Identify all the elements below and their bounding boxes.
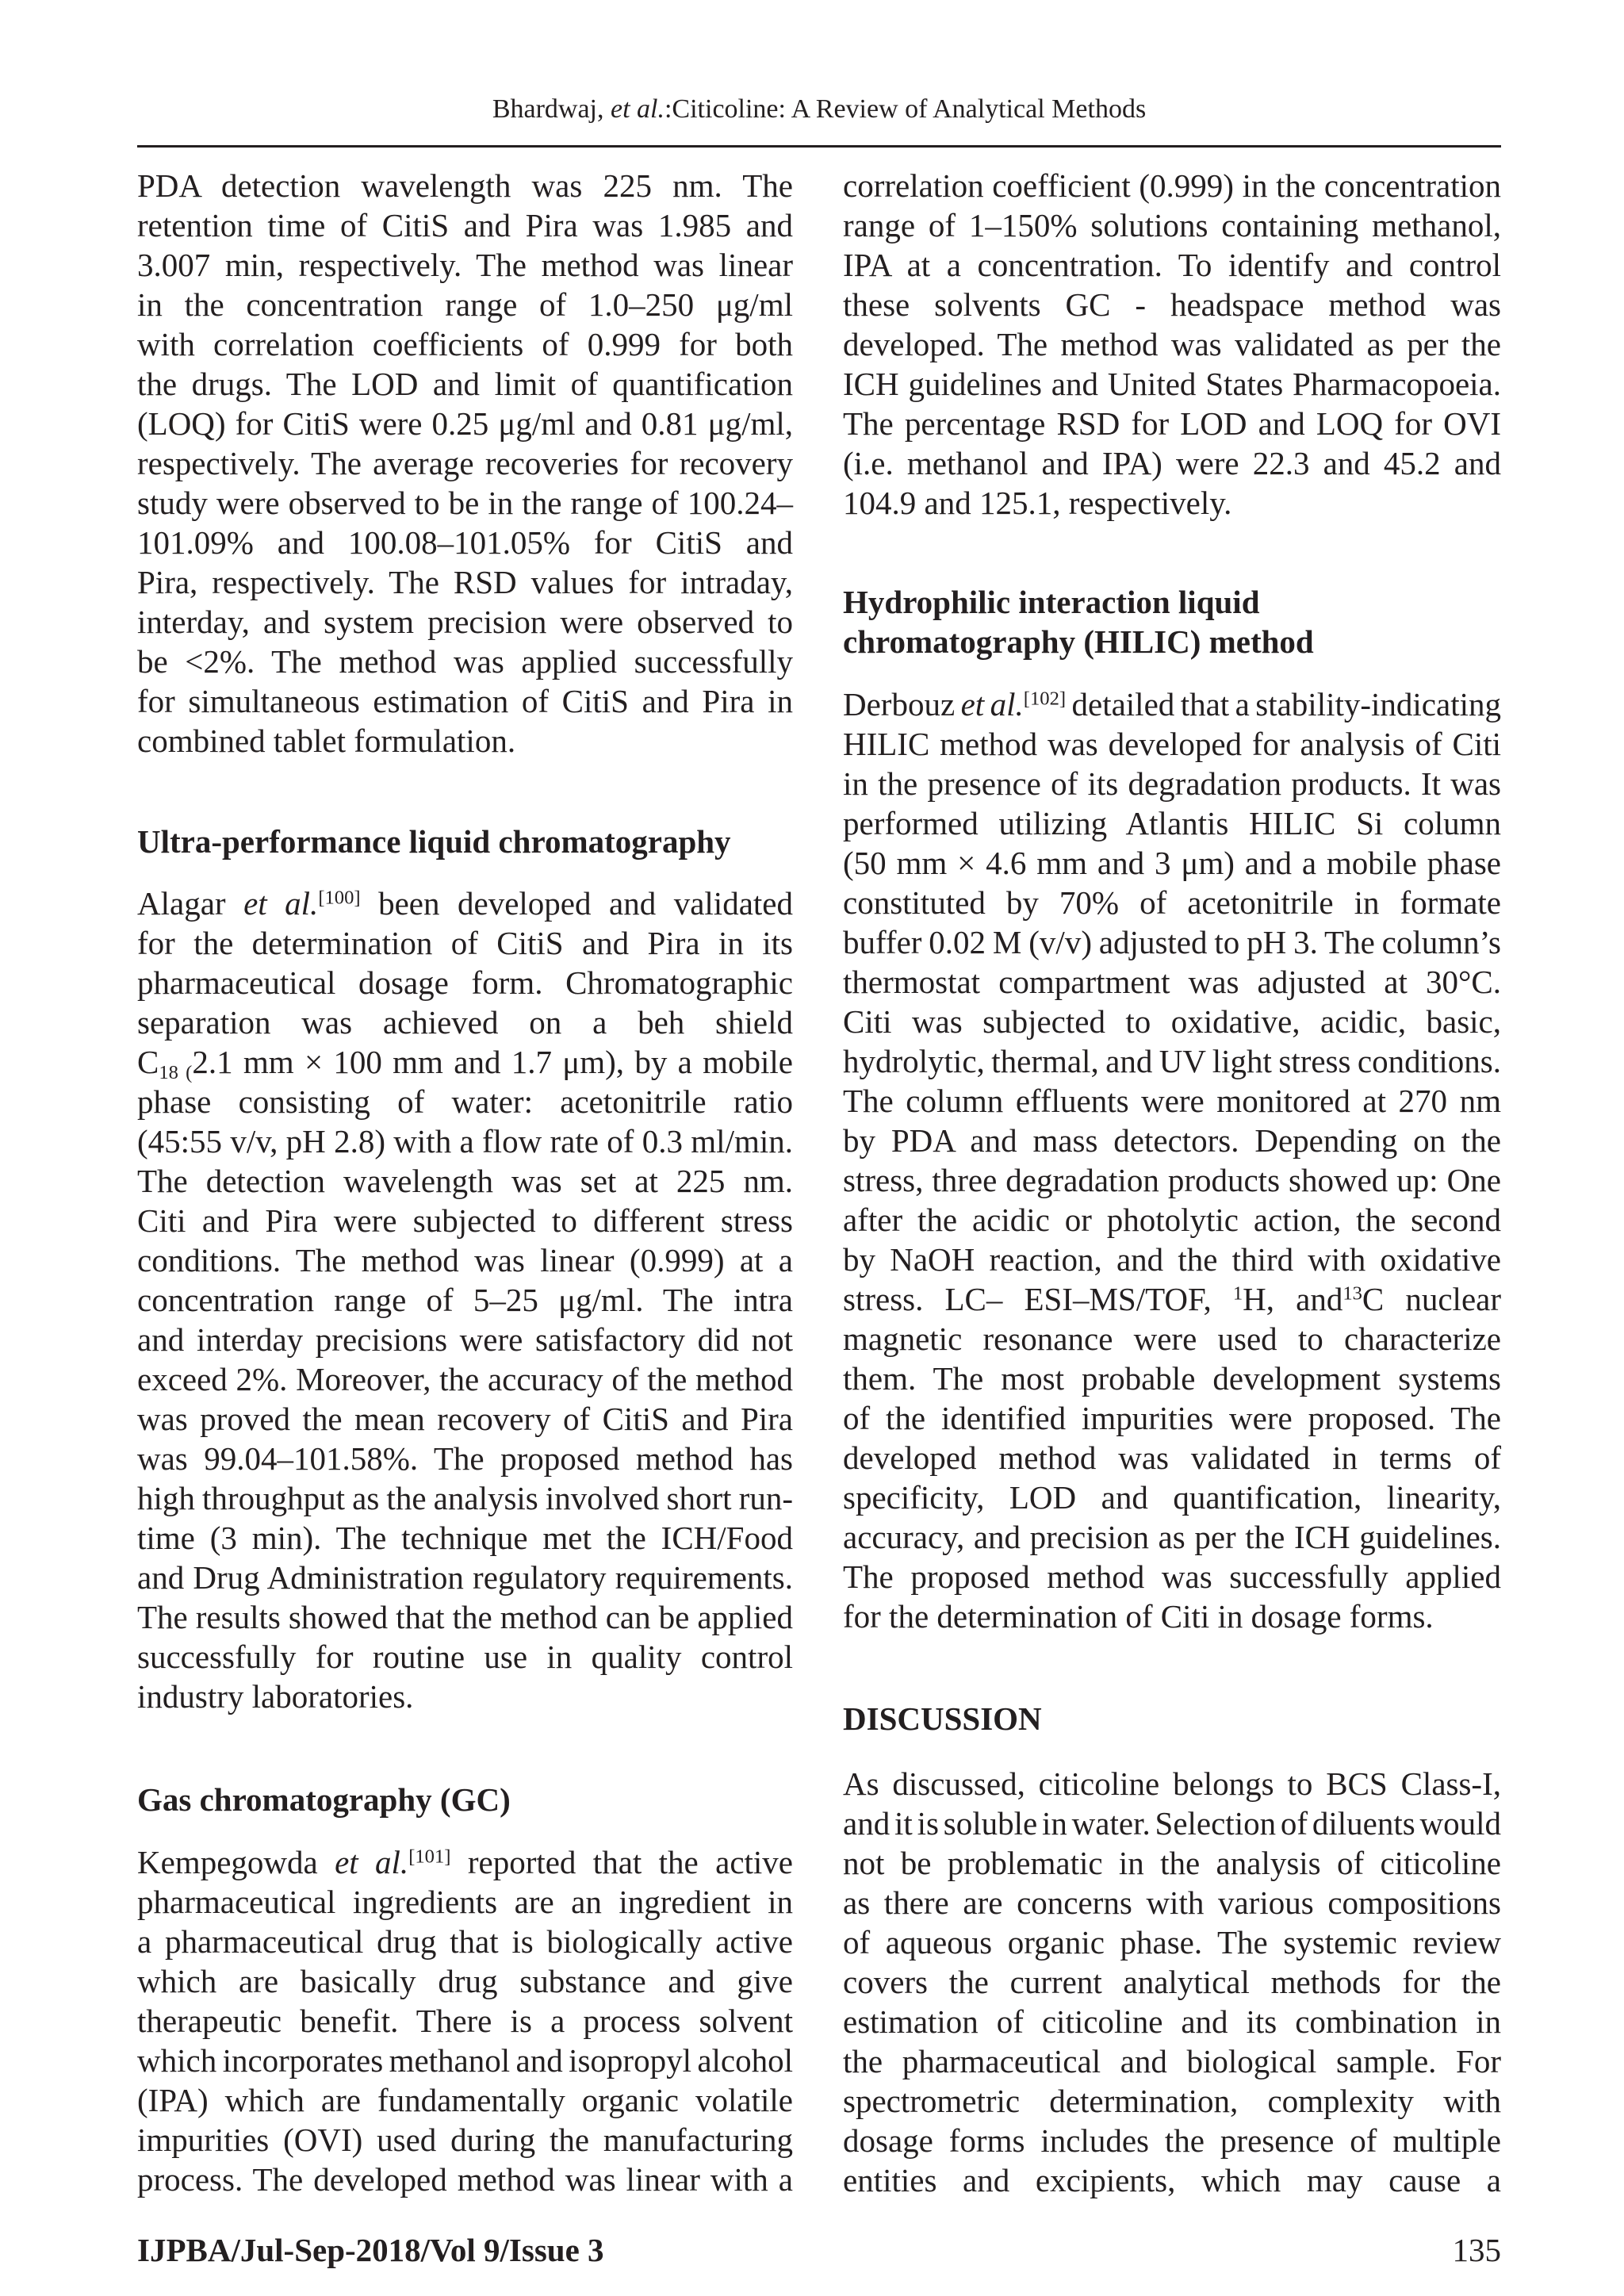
superscript: [102] — [1023, 688, 1067, 710]
text-line — [843, 843, 1501, 883]
running-header — [137, 94, 1501, 125]
text-line-content: performed utilizing Atlantis HILIC Si column — [843, 805, 1501, 841]
paragraph-gc-continued — [843, 166, 1501, 523]
footer-journal-issue: IJPBA/Jul-Sep-2018/Vol 9/Issue 3 — [137, 2232, 604, 2268]
text-line — [137, 923, 793, 963]
text-line — [137, 562, 793, 602]
text-line — [843, 1843, 1501, 1883]
text-segment: stress. LC– ESI–MS/TOF, — [843, 1281, 1233, 1317]
text-line — [137, 642, 793, 681]
text-line — [843, 1764, 1501, 1803]
text-line — [843, 1081, 1501, 1121]
text-line — [843, 922, 1501, 962]
text-line-content: in the presence of its degradation products. It was — [843, 765, 1501, 802]
text-line-content: buffer 0.02 M (v/v) adjusted to pH 3. The column’s — [843, 924, 1501, 960]
text-line — [843, 324, 1501, 364]
text-line-content: pharmaceutical dosage form. Chromatographic — [137, 964, 793, 1001]
text-line — [843, 1002, 1501, 1041]
text-line-content: (LOQ) for CitiS were 0.25 μg/ml and 0.81 μg/ml, — [137, 405, 793, 442]
text-line-content: be <2%. The method was applied successfully — [137, 643, 793, 680]
text-line-content: (i.e. methanol and IPA) were 22.3 and 45.2 and — [843, 445, 1501, 481]
text-segment: detailed that a stability-indicating — [1066, 686, 1501, 723]
text-line — [843, 483, 1501, 523]
text-line-content: covers the current analytical methods for the — [843, 1964, 1501, 2000]
text-segment: Derbouz — [843, 686, 961, 723]
text-line-content: The percentage RSD for LOD and LOQ for OVI — [843, 405, 1501, 442]
text-line-content — [843, 1281, 1501, 1317]
text-line — [137, 1201, 793, 1240]
text-line — [137, 523, 793, 562]
paragraph-hplc-end — [137, 166, 793, 761]
text-line-content: Citi and Pira were subjected to different stress — [137, 1202, 793, 1239]
text-line — [137, 884, 793, 923]
text-line-content: constituted by 70% of acetonitrile in formate — [843, 884, 1501, 921]
text-line — [137, 245, 793, 285]
text-line — [843, 2121, 1501, 2160]
section-heading-gc: Gas chromatography (GC) — [137, 1781, 511, 1818]
text-line-content: spectrometric determination, complexity with — [843, 2083, 1501, 2119]
text-line — [843, 684, 1501, 724]
header-et-al: et al. — [611, 94, 665, 124]
text-line-content: industry laboratories. — [137, 1678, 414, 1715]
text-line-content — [137, 1844, 793, 1880]
text-line — [843, 803, 1501, 843]
text-line — [137, 2001, 793, 2041]
text-line — [137, 1961, 793, 2001]
text-line — [843, 1121, 1501, 1160]
text-line-content: for simultaneous estimation of CitiS and Pira in — [137, 683, 793, 719]
italic-text: et al. — [960, 686, 1024, 723]
text-line — [843, 1041, 1501, 1081]
text-segment: 2.1 mm × 100 mm and 1.7 μm), by a mobile — [192, 1044, 793, 1080]
text-line-content: ICH guidelines and United States Pharmacopoeia. — [843, 366, 1501, 402]
text-line — [137, 1637, 793, 1677]
text-line — [137, 1161, 793, 1201]
text-line-content: correlation coefficient (0.999) in the concentration — [843, 167, 1501, 204]
text-line-content: hydrolytic, thermal, and UV light stress conditions. — [843, 1043, 1501, 1079]
text-line — [137, 602, 793, 642]
text-line — [843, 1883, 1501, 1922]
text-line — [137, 1842, 793, 1882]
text-line-content: by NaOH reaction, and the third with oxidative — [843, 1241, 1501, 1278]
text-line — [843, 1478, 1501, 1517]
text-line-content: thermostat compartment was adjusted at 30°C. — [843, 964, 1501, 1000]
text-line — [843, 764, 1501, 803]
superscript: 1 — [1232, 1282, 1243, 1305]
text-line — [137, 721, 793, 761]
text-line — [137, 1121, 793, 1161]
text-line-content: study were observed to be in the range of 100.24– — [137, 485, 793, 521]
text-line — [137, 2160, 793, 2199]
text-line-content: for the determination of Citi in dosage forms. — [843, 1598, 1434, 1635]
text-line — [137, 1042, 793, 1082]
text-line-content: by PDA and mass detectors. Depending on the — [843, 1122, 1501, 1159]
text-line-content: respectively. The average recoveries for recovery — [137, 445, 793, 481]
superscript: [100] — [318, 887, 361, 909]
text-line — [137, 1002, 793, 1042]
text-line — [137, 1558, 793, 1597]
text-line — [137, 963, 793, 1002]
text-line — [843, 1557, 1501, 1596]
text-line — [137, 1439, 793, 1478]
text-line — [137, 2120, 793, 2160]
text-line-content: successfully for routine use in quality control — [137, 1639, 793, 1675]
text-line-content: Citi was subjected to oxidative, acidic, basic, — [843, 1003, 1501, 1040]
text-line-content: (IPA) which are fundamentally organic volatile — [137, 2082, 793, 2118]
text-segment: Alagar — [137, 885, 244, 922]
text-line-content — [137, 885, 793, 922]
text-line-content: The column effluents were monitored at 270 nm — [843, 1083, 1501, 1119]
text-line-content: 104.9 and 125.1, respectively. — [843, 485, 1232, 521]
text-line — [843, 2041, 1501, 2081]
superscript: 13 — [1342, 1282, 1362, 1305]
header-author: Bhardwaj, — [492, 94, 611, 124]
text-line — [843, 1279, 1501, 1319]
text-line-content: conditions. The method was linear (0.999) at a — [137, 1242, 793, 1278]
text-line-content: HILIC method was developed for analysis of Citi — [843, 726, 1501, 762]
text-line-content: exceed 2%. Moreover, the accuracy of the method — [137, 1361, 793, 1397]
text-line-content: PDA detection wavelength was 225 nm. The — [137, 167, 793, 204]
text-line — [137, 404, 793, 443]
text-line — [843, 404, 1501, 443]
text-line-content: as there are concerns with various compositions — [843, 1884, 1501, 1921]
text-line — [843, 1596, 1501, 1636]
text-line — [137, 1922, 793, 1961]
text-line — [843, 2002, 1501, 2041]
text-line-content: time (3 min). The technique met the ICH/Food — [137, 1520, 793, 1556]
text-line — [843, 1438, 1501, 1478]
text-line-content: impurities (OVI) used during the manufacturing — [137, 2122, 793, 2158]
text-line — [137, 1320, 793, 1359]
text-line-content: 3.007 min, respectively. The method was linear — [137, 247, 793, 283]
header-rule — [137, 145, 1501, 148]
text-line — [843, 1517, 1501, 1557]
text-line — [137, 1478, 793, 1518]
text-line-content: and Drug Administration regulatory requirements. — [137, 1559, 793, 1596]
text-line — [843, 443, 1501, 483]
text-line-content: range of 1–150% solutions containing methanol, — [843, 207, 1501, 243]
text-line-content: stress, three degradation products showed up: One — [843, 1162, 1501, 1198]
text-line-content: combined tablet formulation. — [137, 723, 516, 759]
text-line-content: The proposed method was successfully applied — [843, 1558, 1501, 1595]
section-heading-uplc: Ultra-performance liquid chromatography — [137, 823, 731, 860]
subscript: 18 ( — [159, 1061, 193, 1083]
text-line-content: accuracy, and precision as per the ICH guidelines. — [843, 1519, 1501, 1555]
superscript: [101] — [408, 1846, 451, 1868]
text-line-content: (50 mm × 4.6 mm and 3 μm) and a mobile phase — [843, 845, 1501, 881]
text-line — [843, 166, 1501, 205]
text-line — [843, 285, 1501, 324]
text-line — [843, 1200, 1501, 1240]
text-line — [843, 2160, 1501, 2200]
text-line — [137, 1597, 793, 1637]
text-line — [843, 1160, 1501, 1200]
section-heading-discussion: DISCUSSION — [843, 1700, 1042, 1737]
text-line — [137, 364, 793, 404]
text-line — [137, 1882, 793, 1922]
text-line-content: developed method was validated in terms of — [843, 1439, 1501, 1476]
text-line-content: Pira, respectively. The RSD values for intraday, — [137, 564, 793, 600]
text-line-content: these solvents GC - headspace method was — [843, 286, 1501, 323]
text-line — [137, 1280, 793, 1320]
text-line-content: a pharmaceutical drug that is biologically active — [137, 1923, 793, 1960]
text-line — [843, 962, 1501, 1002]
text-line-content: 101.09% and 100.08–101.05% for CitiS and — [137, 524, 793, 561]
paragraph-hilic — [843, 684, 1501, 1636]
header-title: :Citicoline: A Review of Analytical Methods — [664, 94, 1147, 124]
text-line — [843, 1319, 1501, 1359]
text-line — [843, 1240, 1501, 1279]
text-line — [843, 364, 1501, 404]
italic-text: et al. — [335, 1844, 409, 1880]
text-line — [137, 2080, 793, 2120]
text-line — [843, 1398, 1501, 1438]
text-line-content: in the concentration range of 1.0–250 μg/ml — [137, 286, 793, 323]
text-line-content: magnetic resonance were used to characterize — [843, 1320, 1501, 1357]
text-line — [137, 1399, 793, 1439]
text-line — [137, 1359, 793, 1399]
paragraph-discussion — [843, 1764, 1501, 2200]
text-line-content: dosage forms includes the presence of multiple — [843, 2122, 1501, 2159]
text-line-content: and it is soluble in water. Selection of diluents would — [843, 1805, 1501, 1842]
text-line — [137, 483, 793, 523]
text-line — [843, 2081, 1501, 2121]
text-line — [137, 443, 793, 483]
text-line-content — [137, 1044, 793, 1083]
text-line-content: after the acidic or photolytic action, the second — [843, 1202, 1501, 1238]
text-line — [843, 1962, 1501, 2002]
text-line — [137, 1677, 793, 1716]
section-heading-hilic-line-1: Hydrophilic interaction liquid — [843, 584, 1260, 620]
text-line-content: separation was achieved on a beh shield — [137, 1004, 793, 1041]
text-line-content: and interday precisions were satisfactory did not — [137, 1321, 793, 1358]
text-line-content: concentration range of 5–25 μg/ml. The intra — [137, 1282, 793, 1318]
text-line — [843, 1922, 1501, 1962]
text-line-content: of the identified impurities were proposed. The — [843, 1400, 1501, 1436]
text-line-content: (45:55 v/v, pH 2.8) with a flow rate of 0.3 ml/min. — [137, 1123, 793, 1159]
text-line-content: therapeutic benefit. There is a process solvent — [137, 2003, 793, 2039]
italic-text: et al. — [243, 885, 319, 922]
text-line — [137, 1518, 793, 1558]
text-segment: C nuclear — [1362, 1281, 1501, 1317]
text-line-content: retention time of CitiS and Pira was 1.985 and — [137, 207, 793, 243]
text-line-content: high throughput as the analysis involved short run- — [137, 1480, 793, 1516]
text-line-content: estimation of citicoline and its combination in — [843, 2003, 1501, 2040]
text-line-content: phase consisting of water: acetonitrile ratio — [137, 1083, 793, 1120]
text-line — [843, 1359, 1501, 1398]
section-heading-hilic-line-2: chromatography (HILIC) method — [843, 623, 1314, 660]
text-segment: been developed and validated — [360, 885, 793, 922]
text-line-content: which are basically drug substance and give — [137, 1963, 793, 1999]
text-line-content: interday, and system precision were observed to — [137, 604, 793, 640]
text-line — [843, 883, 1501, 922]
text-line — [137, 205, 793, 245]
text-line-content: which incorporates methanol and isopropyl alcohol — [137, 2042, 793, 2079]
text-line-content: not be problematic in the analysis of citicoline — [843, 1845, 1501, 1881]
text-line-content: IPA at a concentration. To identify and control — [843, 247, 1501, 283]
text-line — [137, 1240, 793, 1280]
text-line — [137, 285, 793, 324]
text-line-content: for the determination of CitiS and Pira in its — [137, 925, 793, 961]
text-line-content: entities and excipients, which may cause a — [843, 2162, 1501, 2198]
text-line-content — [843, 686, 1501, 723]
paragraph-gc — [137, 1842, 793, 2199]
text-line — [843, 245, 1501, 285]
text-line-content: with correlation coefficients of 0.999 for both — [137, 326, 793, 362]
text-line-content: was 99.04–101.58%. The proposed method has — [137, 1440, 793, 1477]
footer-page-number: 135 — [1452, 2232, 1501, 2268]
text-line — [137, 681, 793, 721]
text-line-content: the drugs. The LOD and limit of quantification — [137, 366, 793, 402]
text-line-content: was proved the mean recovery of CitiS and Pira — [137, 1401, 793, 1437]
text-segment: Kempegowda — [137, 1844, 335, 1880]
text-segment: reported that the active — [450, 1844, 793, 1880]
text-line — [843, 1803, 1501, 1843]
text-line-content: developed. The method was validated as per the — [843, 326, 1501, 362]
text-line — [843, 724, 1501, 764]
text-line-content: the pharmaceutical and biological sample. For — [843, 2043, 1501, 2079]
text-line-content: process. The developed method was linear with a — [137, 2161, 793, 2198]
text-line-content: pharmaceutical ingredients are an ingredient in — [137, 1884, 793, 1920]
text-line — [843, 205, 1501, 245]
text-line-content: specificity, LOD and quantification, linearity, — [843, 1479, 1501, 1516]
text-segment: C — [137, 1044, 159, 1080]
text-line-content: As discussed, citicoline belongs to BCS Class-I, — [843, 1765, 1501, 1802]
paragraph-uplc — [137, 884, 793, 1716]
text-line-content: The detection wavelength was set at 225 nm. — [137, 1163, 793, 1199]
text-line-content: them. The most probable development systems — [843, 1360, 1501, 1397]
text-line — [137, 1082, 793, 1121]
text-line-content: of aqueous organic phase. The systemic review — [843, 1924, 1501, 1961]
text-line — [137, 324, 793, 364]
text-line — [137, 166, 793, 205]
text-line — [137, 2041, 793, 2080]
text-segment: H, and — [1243, 1281, 1343, 1317]
text-line-content: The results showed that the method can be applied — [137, 1599, 793, 1635]
